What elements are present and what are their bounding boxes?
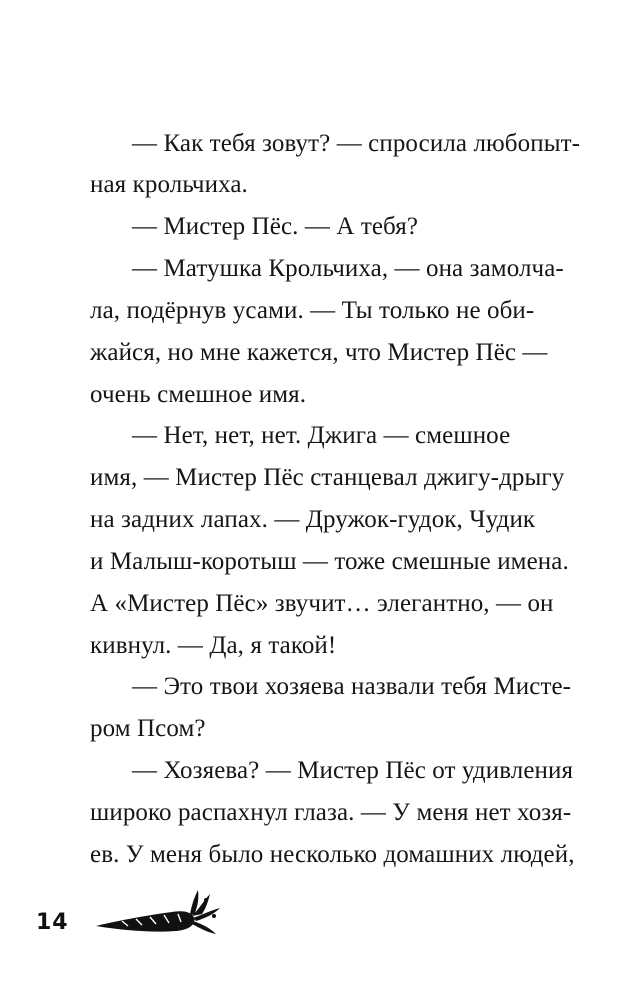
text-line: широко распахнул глаза. — У меня нет хозя- xyxy=(90,799,572,826)
text-line: и Малыш-коротыш — тоже смешные имена. xyxy=(90,548,569,575)
text-line: А «Мистер Пёс» звучит… элегантно, — он xyxy=(90,590,554,617)
text-line: кивнул. — Да, я такой! xyxy=(90,632,337,659)
text-line: ная крольчиха. xyxy=(90,171,248,198)
text-line: ла, подёрнув усами. — Ты только не оби- xyxy=(90,297,535,324)
text-line: — Это твои хозяева назвали тебя Мисте- xyxy=(132,673,572,700)
text-line: очень смешное имя. xyxy=(90,381,307,408)
carrot-icon xyxy=(92,888,222,953)
text-line: — Матушка Крольчиха, — она замолча- xyxy=(132,255,564,282)
page-number: 14 xyxy=(36,910,69,935)
text-line: имя, — Мистер Пёс станцевал джигу-дрыгу xyxy=(90,464,565,491)
text-line: — Хозяева? — Мистер Пёс от удивления xyxy=(132,757,574,784)
text-line: — Мистер Пёс. — А тебя? xyxy=(132,213,419,240)
text-line: ром Псом? xyxy=(90,715,206,742)
text-line: — Как тебя зовут? — спросила любопыт- xyxy=(132,130,581,157)
text-line: жайся, но мне кажется, что Мистер Пёс — xyxy=(90,339,548,366)
text-line: на задних лапах. — Дружок-гудок, Чудик xyxy=(90,506,536,533)
text-line: ев. У меня было несколько домашних людей, xyxy=(90,841,575,868)
text-line: — Нет, нет, нет. Джига — смешное xyxy=(132,422,511,449)
